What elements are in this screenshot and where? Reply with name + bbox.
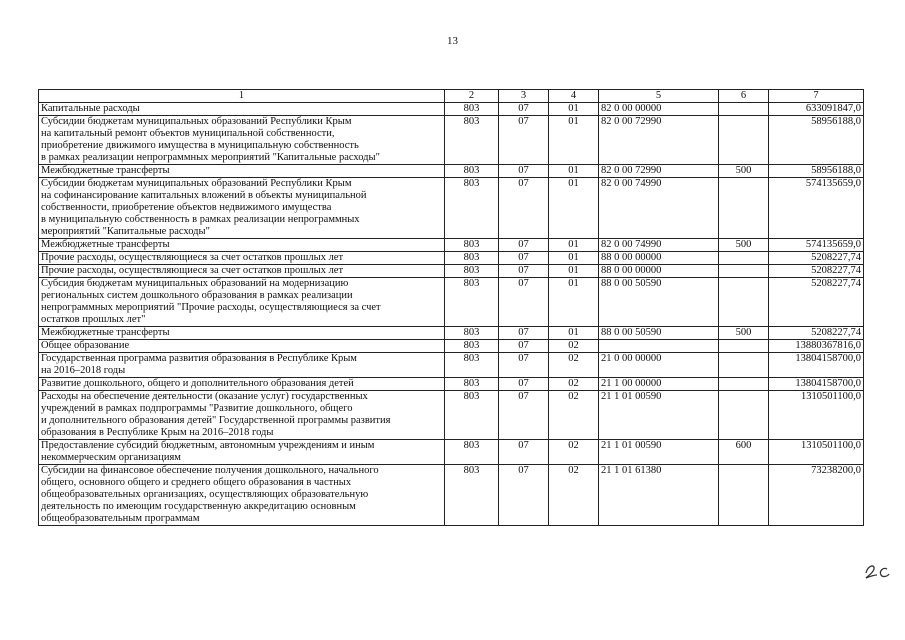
row-target-cell: 82 0 00 72990 — [599, 165, 719, 178]
row-code-cell: 803 — [445, 252, 499, 265]
header-col-6: 6 — [719, 90, 769, 103]
page-number: 13 — [447, 35, 458, 47]
row-amount-cell: 58956188,0 — [769, 165, 864, 178]
row-section-cell: 07 — [499, 340, 549, 353]
row-subsection-cell: 02 — [549, 340, 599, 353]
row-amount-cell: 58956188,0 — [769, 116, 864, 165]
header-col-1: 1 — [39, 90, 445, 103]
row-name-cell: Субсидии на финансовое обеспечение получения дошкольного, начального общего, основного общего и среднего общего образования в частных общеобразовательных организациях, осуществляющих образовательную деятельность по имеющим государственную аккредитацию основным общеобразовательным программам — [39, 465, 445, 526]
row-type-cell: 600 — [719, 440, 769, 465]
row-section-cell: 07 — [499, 116, 549, 165]
row-section-cell: 07 — [499, 252, 549, 265]
table-row — [39, 465, 864, 526]
row-name-cell: Межбюджетные трансферты — [39, 327, 445, 340]
row-subsection-cell: 01 — [549, 165, 599, 178]
row-target-cell — [599, 340, 719, 353]
row-target-cell: 88 0 00 00000 — [599, 265, 719, 278]
table-row — [39, 178, 864, 239]
row-type-cell — [719, 252, 769, 265]
row-target-cell: 82 0 00 74990 — [599, 239, 719, 252]
row-code-cell: 803 — [445, 391, 499, 440]
row-subsection-cell: 01 — [549, 103, 599, 116]
row-code-cell: 803 — [445, 103, 499, 116]
row-section-cell: 07 — [499, 278, 549, 327]
row-section-cell: 07 — [499, 239, 549, 252]
table-row — [39, 340, 864, 353]
row-subsection-cell: 01 — [549, 239, 599, 252]
table-row — [39, 440, 864, 465]
row-section-cell: 07 — [499, 178, 549, 239]
header-col-3: 3 — [499, 90, 549, 103]
header-row — [39, 90, 864, 103]
table-row — [39, 391, 864, 440]
header-col-4: 4 — [549, 90, 599, 103]
row-code-cell: 803 — [445, 440, 499, 465]
row-code-cell: 803 — [445, 353, 499, 378]
table-row — [39, 116, 864, 165]
row-section-cell: 07 — [499, 165, 549, 178]
row-subsection-cell: 01 — [549, 327, 599, 340]
row-type-cell — [719, 178, 769, 239]
row-section-cell: 07 — [499, 103, 549, 116]
table-row — [39, 353, 864, 378]
row-name-cell: Прочие расходы, осуществляющиеся за счет остатков прошлых лет — [39, 252, 445, 265]
row-subsection-cell: 01 — [549, 278, 599, 327]
row-name-cell: Предоставление субсидий бюджетным, автономным учреждениям и иным некоммерческим организациям — [39, 440, 445, 465]
row-name-cell: Государственная программа развития образования в Республике Крым на 2016–2018 годы — [39, 353, 445, 378]
row-type-cell — [719, 116, 769, 165]
row-code-cell: 803 — [445, 116, 499, 165]
row-type-cell — [719, 340, 769, 353]
row-amount-cell: 5208227,74 — [769, 252, 864, 265]
row-section-cell: 07 — [499, 440, 549, 465]
row-name-cell: Прочие расходы, осуществляющиеся за счет остатков прошлых лет — [39, 265, 445, 278]
row-section-cell: 07 — [499, 327, 549, 340]
row-name-cell: Межбюджетные трансферты — [39, 165, 445, 178]
row-amount-cell: 13804158700,0 — [769, 378, 864, 391]
header-col-5: 5 — [599, 90, 719, 103]
row-target-cell: 21 1 00 00000 — [599, 378, 719, 391]
row-subsection-cell: 02 — [549, 440, 599, 465]
row-section-cell: 07 — [499, 265, 549, 278]
row-type-cell: 500 — [719, 165, 769, 178]
row-amount-cell: 633091847,0 — [769, 103, 864, 116]
row-amount-cell: 5208227,74 — [769, 265, 864, 278]
row-amount-cell: 13804158700,0 — [769, 353, 864, 378]
row-target-cell: 88 0 00 50590 — [599, 327, 719, 340]
table-row — [39, 327, 864, 340]
row-target-cell: 21 1 01 00590 — [599, 391, 719, 440]
row-target-cell: 21 1 01 00590 — [599, 440, 719, 465]
row-name-cell: Капитальные расходы — [39, 103, 445, 116]
row-code-cell: 803 — [445, 239, 499, 252]
table-row — [39, 378, 864, 391]
row-name-cell: Развитие дошкольного, общего и дополнительного образования детей — [39, 378, 445, 391]
row-target-cell: 82 0 00 00000 — [599, 103, 719, 116]
row-amount-cell: 574135659,0 — [769, 178, 864, 239]
row-amount-cell: 1310501100,0 — [769, 391, 864, 440]
row-subsection-cell: 01 — [549, 252, 599, 265]
row-amount-cell: 1310501100,0 — [769, 440, 864, 465]
row-amount-cell: 13880367816,0 — [769, 340, 864, 353]
row-target-cell: 21 0 00 00000 — [599, 353, 719, 378]
row-type-cell — [719, 353, 769, 378]
row-code-cell: 803 — [445, 165, 499, 178]
row-amount-cell: 574135659,0 — [769, 239, 864, 252]
row-name-cell: Субсидия бюджетам муниципальных образований на модернизацию региональных систем дошкольного образования в рамках реализации непрограммных мероприятий "Прочие расходы, осуществляющиеся за счет остатков прошлых лет" — [39, 278, 445, 327]
row-type-cell — [719, 265, 769, 278]
row-type-cell — [719, 103, 769, 116]
table-row — [39, 239, 864, 252]
row-type-cell — [719, 465, 769, 526]
row-code-cell: 803 — [445, 378, 499, 391]
table-row — [39, 103, 864, 116]
budget-table — [38, 89, 864, 526]
row-code-cell: 803 — [445, 278, 499, 327]
row-type-cell: 500 — [719, 327, 769, 340]
row-section-cell: 07 — [499, 465, 549, 526]
row-code-cell: 803 — [445, 327, 499, 340]
row-type-cell — [719, 378, 769, 391]
row-subsection-cell: 01 — [549, 116, 599, 165]
row-subsection-cell: 02 — [549, 353, 599, 378]
row-target-cell: 88 0 00 00000 — [599, 252, 719, 265]
table-row — [39, 265, 864, 278]
row-subsection-cell: 01 — [549, 178, 599, 239]
handwritten-signature — [862, 560, 898, 580]
row-name-cell: Межбюджетные трансферты — [39, 239, 445, 252]
row-type-cell: 500 — [719, 239, 769, 252]
row-amount-cell: 5208227,74 — [769, 278, 864, 327]
header-col-7: 7 — [769, 90, 864, 103]
row-subsection-cell: 01 — [549, 265, 599, 278]
header-col-2: 2 — [445, 90, 499, 103]
row-target-cell: 21 1 01 61380 — [599, 465, 719, 526]
row-section-cell: 07 — [499, 391, 549, 440]
row-name-cell: Субсидии бюджетам муниципальных образований Республики Крым на софинансирование капитальных вложений в объекты муниципальной собственности, приобретение объектов недвижимого имущества в муниципальную собственность в рамках реализации непрограммных мероприятий "Капитальные расходы" — [39, 178, 445, 239]
row-subsection-cell: 02 — [549, 465, 599, 526]
row-name-cell: Общее образование — [39, 340, 445, 353]
row-name-cell: Расходы на обеспечение деятельности (оказание услуг) государственных учреждений в рамках подпрограммы "Развитие дошкольного, общего и дополнительного образования детей" Государственной программы развития образования в Республике Крым на 2016–2018 годы — [39, 391, 445, 440]
table-row — [39, 252, 864, 265]
row-subsection-cell: 02 — [549, 391, 599, 440]
table-row — [39, 165, 864, 178]
table-row — [39, 278, 864, 327]
row-type-cell — [719, 278, 769, 327]
row-amount-cell: 73238200,0 — [769, 465, 864, 526]
row-code-cell: 803 — [445, 265, 499, 278]
row-section-cell: 07 — [499, 353, 549, 378]
row-code-cell: 803 — [445, 465, 499, 526]
row-subsection-cell: 02 — [549, 378, 599, 391]
row-code-cell: 803 — [445, 178, 499, 239]
row-name-cell: Субсидии бюджетам муниципальных образований Республики Крым на капитальный ремонт объектов муниципальной собственности, приобретение движимого имущества в муниципальную собственность в рамках реализации непрограммных мероприятий "Капитальные расходы" — [39, 116, 445, 165]
row-target-cell: 82 0 00 72990 — [599, 116, 719, 165]
row-section-cell: 07 — [499, 378, 549, 391]
row-target-cell: 88 0 00 50590 — [599, 278, 719, 327]
row-target-cell: 82 0 00 74990 — [599, 178, 719, 239]
row-type-cell — [719, 391, 769, 440]
row-amount-cell: 5208227,74 — [769, 327, 864, 340]
row-code-cell: 803 — [445, 340, 499, 353]
